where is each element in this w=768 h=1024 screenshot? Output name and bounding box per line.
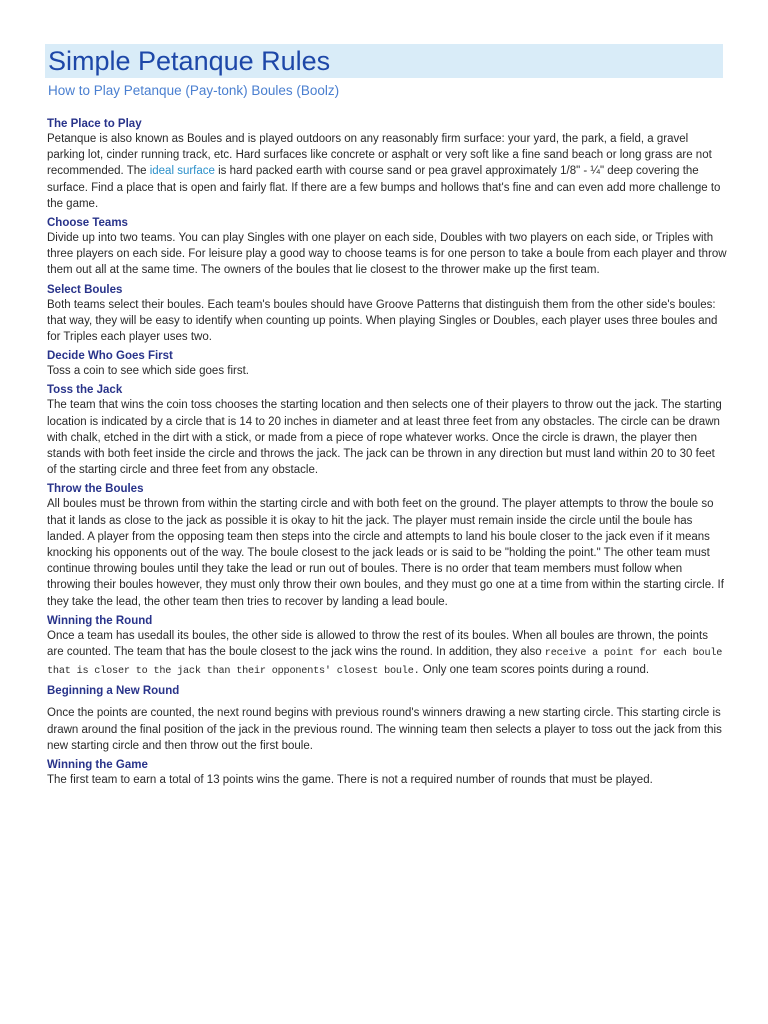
section-heading: Winning the Game	[47, 759, 148, 772]
section-heading: Throw the Boules	[47, 483, 144, 496]
page-title: Simple Petanque Rules	[48, 46, 331, 76]
section-heading: Decide Who Goes First	[47, 350, 173, 363]
section-select-boules	[47, 283, 727, 346]
section-choose-teams	[47, 216, 727, 279]
section-paragraph: Both teams select their boules. Each team's boules should have Groove Patterns that distinguish them from the other side's boules: that way, they will be easy to identify when counting up points. When playing Singles or Doubles, each player uses three boules and for Triples each player uses two.	[47, 298, 718, 344]
section-heading: The Place to Play	[47, 118, 142, 130]
section-paragraph: Toss a coin to see which side goes first.	[47, 365, 249, 378]
section-heading: Beginning a New Round	[47, 685, 180, 698]
point-rule-text: receive a point for each boule that is closer to the jack than their opponents' closest boule.	[47, 648, 723, 678]
section-paragraph	[47, 131, 727, 212]
section-heading: Choose Teams	[47, 217, 128, 230]
ideal-surface-link[interactable]: ideal surface	[149, 165, 215, 178]
section-paragraph: Divide up into two teams. You can play Singles with one player on each side, Doubles with two players on each side, or Triples with three players on each side. For leisure play a good way to choose teams is for one person to take a boule from each player and throw them out all at the same time. The owners of the boules that lie closest to the thrower make up the first team.	[47, 232, 727, 277]
section-paragraph	[47, 628, 727, 681]
section-toss-jack	[47, 383, 727, 478]
section-paragraph: All boules must be thrown from within the starting circle and with both feet on the ground. The player attempts to throw the boule so that it lands as close to the jack as possible it is okay to hit the jack. The player must remain inside the circle until the boule has landed. A player from the opposing team then steps into the circle and attempts to land his boule closer to the jack even if it means knocking his opponents out of the way. The boule closest to the jack leads or is said to be "holding the point." The other team must continue throwing boules until they take the lead or run out of boules. There is no order that team members must follow when throwing their boules however, they must only throw their own boules, and they must go one at a time from within the starting circle. If they take the lead, the other team then tries to recover by landing a lead boule.	[47, 498, 724, 608]
section-throw-boules	[47, 482, 727, 609]
section-decide-first	[47, 349, 727, 379]
section-winning-round	[47, 614, 727, 681]
paragraph-text: Only one team scores points during a round.	[419, 664, 650, 677]
section-place-to-play	[47, 117, 727, 212]
section-winning-game	[47, 758, 727, 788]
rules-content	[47, 117, 727, 792]
paragraph-text: Petanque is also known as Boules and is played outdoors on any reasonably firm surface: your yard, the park, a field, a gravel parking lot, cinder running track, etc. Hard surfaces like concrete or asphalt or very soft like a fine sand beach or long grass are not recommended. The	[47, 133, 712, 178]
section-paragraph: The first team to earn a total of 13 points wins the game. There is not a required number of rounds that must be played.	[47, 774, 653, 787]
page-subtitle: How to Play Petanque (Pay-tonk) Boules (Boolz)	[48, 83, 340, 98]
section-heading: Winning the Round	[47, 614, 153, 627]
section-heading: Select Boules	[47, 283, 123, 296]
section-heading: Toss the Jack	[47, 384, 123, 397]
section-paragraph: Once the points are counted, the next round begins with previous round's winners drawing a new starting circle. This starting circle is drawn around the final position of the jack in the previous round. The winning team then selects a player to toss out the jack from this new starting circle and then throw out the first boule.	[47, 707, 722, 752]
paragraph-text: is hard packed earth with course sand or pea gravel approximately 1/8" - ¼" deep covering the surface. Find a place that is open and fairly flat. If there are a few bumps and hollows that's fine and can even add more challenge to the game.	[47, 165, 721, 210]
section-new-round	[47, 684, 727, 754]
section-paragraph: The team that wins the coin toss chooses the starting location and then selects one of their players to throw out the jack. The starting location is indicated by a circle that is 14 to 20 inches in diameter and at least three feet from any obstacles. The circle can be drawn with chalk, etched in the dirt with a stick, or made from a piece of rope whatever works. Once the circle is drawn, the player then stands with both feet inside the circle and throws the jack. The jack can be thrown in any direction but must land within 20 to 30 feet of the starting circle and three feet from any obstacle.	[47, 399, 722, 477]
paragraph-text: Once a team has usedall its boules, the other side is allowed to throw the rest of its boules. When all boules are thrown, the points are counted. The team that has the boule closest to the jack wins the round. In addition, they also	[47, 629, 708, 659]
